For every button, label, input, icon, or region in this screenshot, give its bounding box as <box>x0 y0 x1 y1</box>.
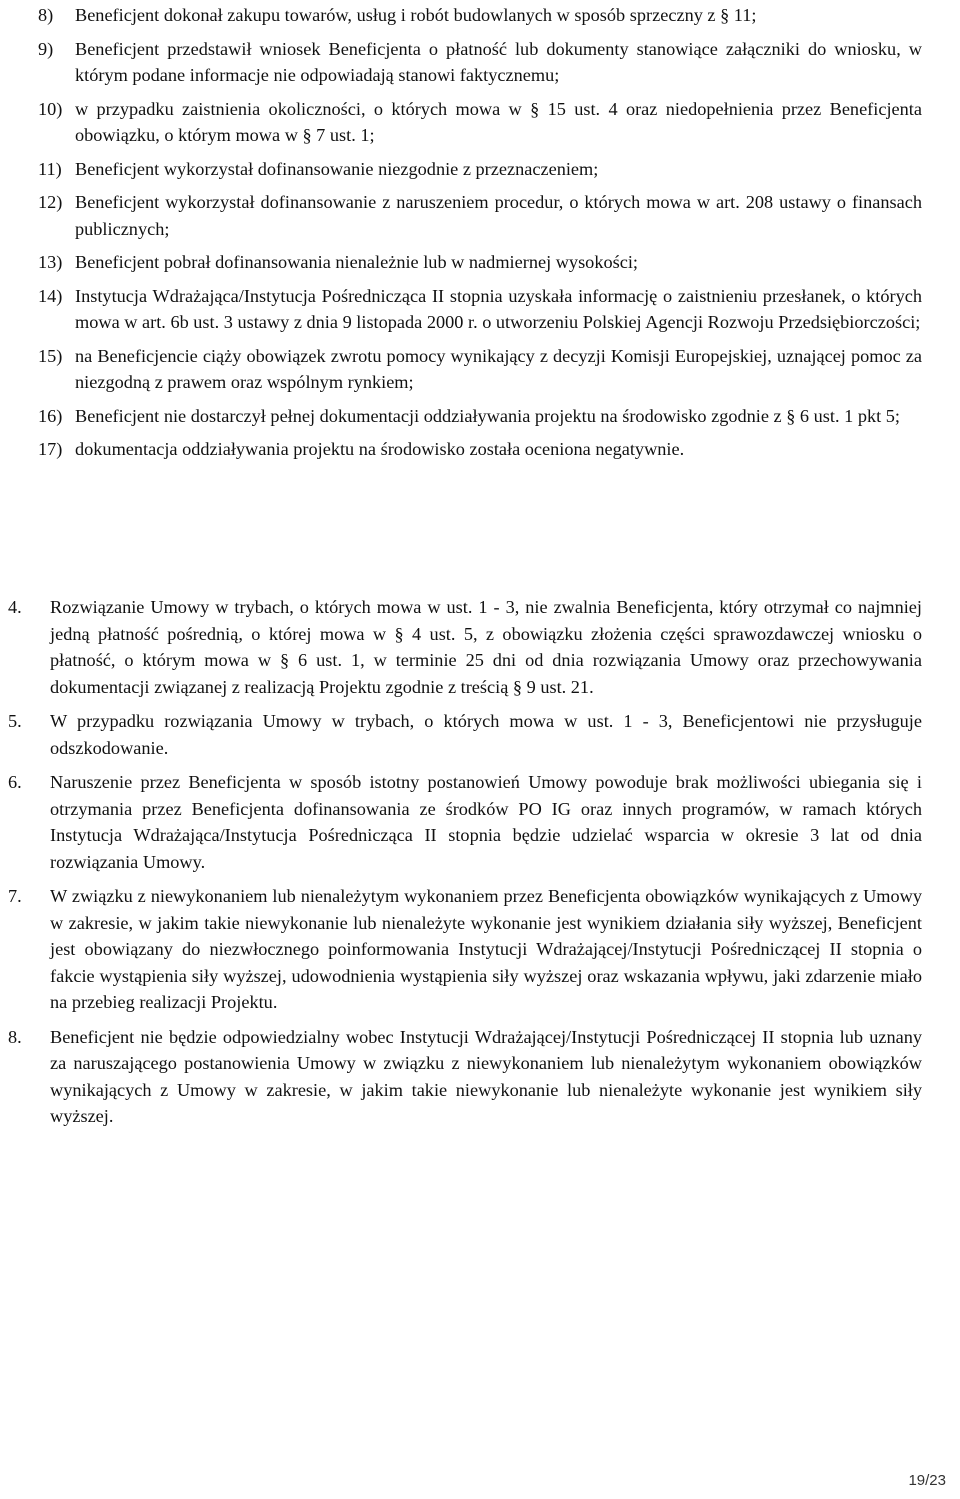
sub-list-item-13 <box>0 249 960 276</box>
sub-item-number: 9) <box>38 38 54 59</box>
sub-item-text: Beneficjent dokonał zakupu towarów, usług i robót budowlanych w sposób sprzeczny z § 11; <box>75 5 757 25</box>
sub-item-number: 13) <box>38 252 63 272</box>
sub-item-text: Beneficjent przedstawił wniosek Beneficjenta o płatność lub dokumenty stanowiące załączniki do wniosku, w którym podane informacje nie odpowiadają stanowi faktycznemu; <box>75 38 922 85</box>
numbered-sub-list <box>0 2 960 470</box>
sub-item-number: 14) <box>38 285 63 306</box>
paragraph-number: 8. <box>8 1026 22 1047</box>
sub-list-item-15 <box>0 343 960 396</box>
sub-item-text: Beneficjent nie dostarczył pełnej dokumentacji oddziaływania projektu na środowisko zgodnie z § 6 ust. 1 pkt 5; <box>75 405 900 426</box>
sub-item-text: na Beneficjencie ciąży obowiązek zwrotu pomocy wynikający z decyzji Komisji Europejskiej, uznającej pomoc za niezgodną z prawem oraz wspólnym rynkiem; <box>75 345 922 392</box>
paragraph-text: Beneficjent nie będzie odpowiedzialny wobec Instytucji Wdrażającej/Instytucji Pośredniczącej II stopnia lub uznany za naruszającego postanowienia Umowy w związku z niewykonaniem lub nienależytym wykonaniem obowiązków wynikających z Umowy w zakresie, w jakim takie niewykonanie lub nienależyte wykonanie jest wynikiem siły wyższej. <box>50 1026 922 1126</box>
paragraph-number: 6. <box>8 772 22 792</box>
sub-item-text: Beneficjent pobrał dofinansowania nienależnie lub w nadmiernej wysokości; <box>75 252 638 272</box>
sub-item-text: Instytucja Wdrażająca/Instytucja Pośrednicząca II stopnia uzyskała informację o zaistnieniu przesłanek, o których mowa w art. 6b ust. 3 ustawy z dnia 9 listopada 2000 r. o utworzeniu Polskiej Agencji Rozwoju Przedsiębiorczości; <box>75 285 922 332</box>
paragraph-4 <box>0 594 960 700</box>
sub-item-number: 11) <box>38 158 62 179</box>
sub-item-number: 16) <box>38 405 63 426</box>
paragraph-text: W związku z niewykonaniem lub nienależytym wykonaniem przez Beneficjenta obowiązków wynikających z Umowy w zakresie, w jakim takie niewykonanie lub nienależyte wykonanie jest wynikiem działania siły wyższej, Beneficjent jest obowiązany do niezwłocznego poinformowania Instytucji Wdrażającej/Instytucji Pośredniczącej II stopnia o fakcie wystąpienia siły wyższej, udowodnienia wystąpienia siły wyższej oraz wskazania wpływu, jaki zdarzenie miało na przebieg realizacji Projektu. <box>50 886 922 1012</box>
page-number: 19/23 <box>908 1472 946 1489</box>
sub-item-number: 10) <box>38 98 63 119</box>
paragraph-number: 4. <box>8 597 22 617</box>
paragraph-number: 5. <box>8 711 22 731</box>
sub-item-number: 8) <box>38 5 54 25</box>
sub-item-text: Beneficjent wykorzystał dofinansowanie niezgodnie z przeznaczeniem; <box>75 158 599 179</box>
paragraph-7 <box>0 883 960 1016</box>
sub-item-text: w przypadku zaistnienia okoliczności, o których mowa w § 15 ust. 4 oraz niedopełnienia przez Beneficjenta obowiązku, o którym mowa w § 7 ust. 1; <box>75 98 922 145</box>
paragraph-8 <box>0 1024 960 1130</box>
paragraph-number: 7. <box>8 886 22 906</box>
paragraph-6 <box>0 769 960 875</box>
sub-list-item-10 <box>0 96 960 149</box>
numbered-paragraph-list <box>0 594 960 1138</box>
sub-list-item-12 <box>0 189 960 242</box>
paragraph-text: Naruszenie przez Beneficjenta w sposób istotny postanowień Umowy powoduje brak możliwości ubiegania się i otrzymania przez Beneficjenta dofinansowania ze środków PO IG oraz innych programów, w ramach których Instytucja Wdrażająca/Instytucja Pośrednicząca II stopnia będzie udzielać wsparcia w okresie 3 lat od dnia rozwiązania Umowy. <box>50 772 922 872</box>
sub-list-item-16 <box>0 403 960 430</box>
paragraph-text: W przypadku rozwiązania Umowy w trybach, o których mowa w ust. 1 - 3, Beneficjentowi nie przysługuje odszkodowanie. <box>50 711 922 758</box>
sub-item-text: Beneficjent wykorzystał dofinansowanie z naruszeniem procedur, o których mowa w art. 208 ustawy o finansach publicznych; <box>75 192 922 239</box>
sub-list-item-8 <box>0 2 960 29</box>
paragraph-text: Rozwiązanie Umowy w trybach, o których mowa w ust. 1 - 3, nie zwalnia Beneficjenta, który otrzymał co najmniej jedną płatność pośrednią, o której mowa w § 4 ust. 5, z obowiązku złożenia części sprawozdawczej wniosku o płatność, o którym mowa w § 6 ust. 1, w terminie 25 dni od dnia rozwiązania Umowy oraz przechowywania dokumentacji związanej z realizacją Projektu zgodnie z treścią § 9 ust. 21. <box>50 597 922 697</box>
paragraph-5 <box>0 708 960 761</box>
sub-item-number: 12) <box>38 192 63 212</box>
sub-item-text: dokumentacja oddziaływania projektu na środowisko została oceniona negatywnie. <box>75 439 685 459</box>
sub-list-item-17 <box>0 436 960 463</box>
sub-list-item-14 <box>0 283 960 336</box>
sub-item-number: 17) <box>38 439 63 459</box>
sub-item-number: 15) <box>38 345 63 366</box>
sub-list-item-9 <box>0 36 960 89</box>
sub-list-item-11 <box>0 156 960 183</box>
